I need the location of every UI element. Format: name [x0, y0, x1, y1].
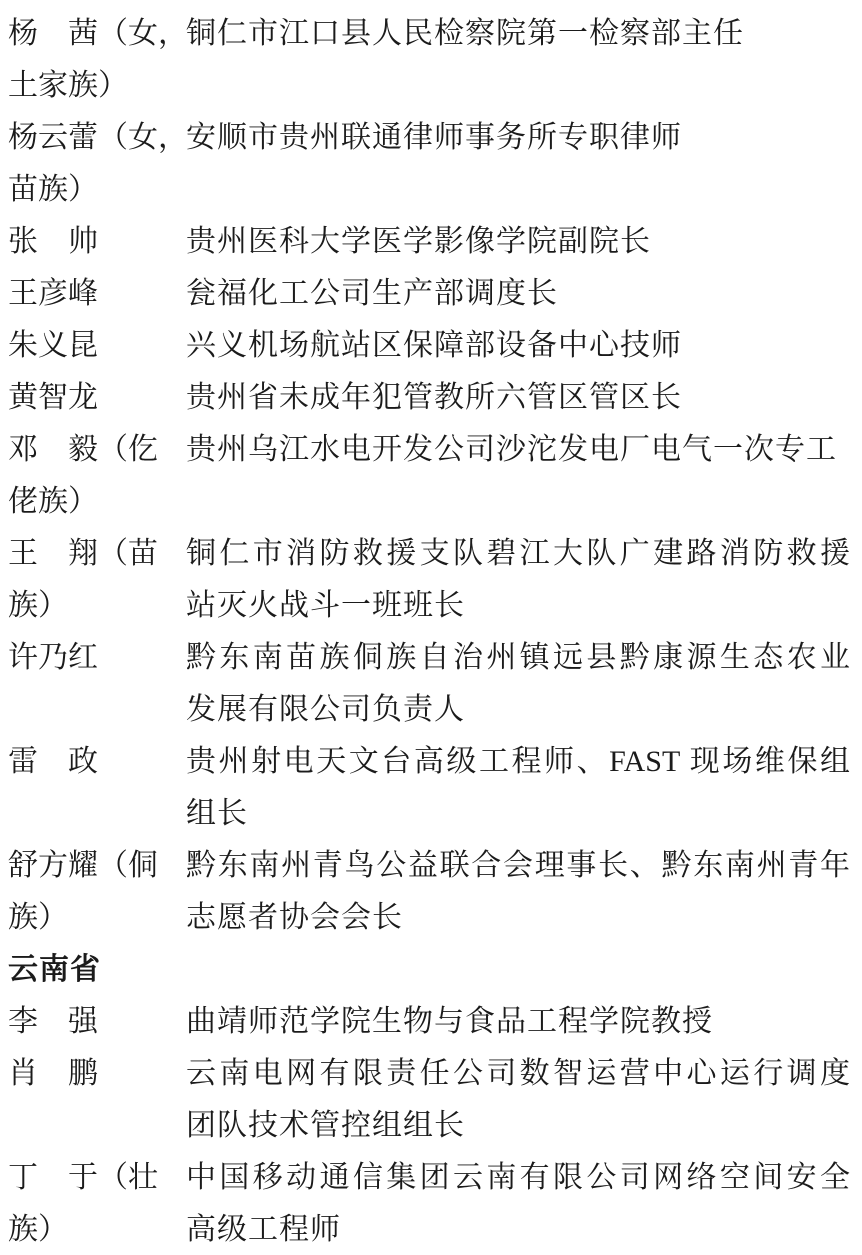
person-name-line: 族） — [8, 901, 68, 934]
person-position-line: 贵州省未成年犯管教所六管区管区长 — [186, 381, 682, 414]
list-item — [8, 1048, 850, 1152]
list-item — [8, 372, 850, 424]
person-name — [8, 424, 186, 528]
list-item — [8, 632, 850, 736]
person-name — [8, 1152, 186, 1255]
person-name-line: 杨 茜（女， — [8, 17, 188, 50]
person-position — [186, 424, 850, 476]
person-name — [8, 268, 186, 320]
person-name — [8, 996, 186, 1048]
person-position-line: 中国移动通信集团云南有限公司网络空间安全 — [186, 1161, 850, 1194]
person-position-line: 贵州乌江水电开发公司沙沱发电厂电气一次专工 — [186, 433, 837, 466]
list-item — [8, 216, 850, 268]
person-position-line: 安顺市贵州联通律师事务所专职律师 — [186, 121, 682, 154]
person-name-line: 邓 毅（仡 — [8, 433, 158, 466]
person-position — [186, 320, 850, 372]
person-name-line: 族） — [8, 589, 68, 622]
person-name-line: 舒方耀（侗 — [8, 849, 158, 882]
person-name-line: 佬族） — [8, 485, 98, 518]
list-item — [8, 320, 850, 372]
person-position-line: 瓮福化工公司生产部调度长 — [186, 277, 558, 310]
person-position — [186, 632, 850, 736]
person-name-line: 许乃红 — [8, 641, 98, 674]
list-item — [8, 268, 850, 320]
person-name-line: 王彦峰 — [8, 277, 98, 310]
person-position-line: 贵州医科大学医学影像学院副院长 — [186, 225, 651, 258]
person-name — [8, 736, 186, 788]
person-name — [8, 528, 186, 632]
person-position — [186, 1048, 850, 1152]
person-position — [186, 736, 850, 840]
person-position-line: 黔东南州青鸟公益联合会理事长、黔东南州青年 — [186, 849, 850, 882]
person-name-line: 王 翔（苗 — [8, 537, 158, 570]
list-item — [8, 8, 850, 112]
person-position-line: 云南电网有限责任公司数智运营中心运行调度 — [186, 1057, 850, 1090]
person-position-line: 组长 — [186, 797, 248, 830]
person-name — [8, 320, 186, 372]
person-name-line: 苗族） — [8, 173, 98, 206]
person-position-line: 高级工程师 — [186, 1213, 341, 1246]
person-name — [8, 632, 186, 684]
person-position — [186, 8, 850, 60]
person-position-line: 志愿者协会会长 — [186, 901, 403, 934]
person-name-line: 肖 鹏 — [8, 1057, 98, 1090]
person-name — [8, 1048, 186, 1100]
list-item — [8, 1152, 850, 1255]
person-position-line: 黔东南苗族侗族自治州镇远县黔康源生态农业 — [186, 641, 850, 674]
person-position — [186, 1152, 850, 1255]
section-header: 云南省 — [8, 953, 101, 986]
person-position-line: 发展有限公司负责人 — [186, 693, 465, 726]
person-name-line: 丁 于（壮 — [8, 1161, 158, 1194]
person-name — [8, 8, 186, 112]
person-name — [8, 840, 186, 944]
list-item — [8, 528, 850, 632]
list-item — [8, 996, 850, 1048]
person-position — [186, 372, 850, 424]
list-item — [8, 112, 850, 216]
person-position-line: 贵州射电天文台高级工程师、FAST 现场维保组 — [186, 745, 850, 778]
person-position — [186, 528, 850, 632]
person-position — [186, 216, 850, 268]
person-name-line: 杨云蕾（女， — [8, 121, 188, 154]
person-name-line: 朱义昆 — [8, 329, 98, 362]
person-position-line: 曲靖师范学院生物与食品工程学院教授 — [186, 1005, 713, 1038]
person-position — [186, 268, 850, 320]
person-position-line: 站灭火战斗一班班长 — [186, 589, 465, 622]
person-name — [8, 112, 186, 216]
person-position — [186, 112, 850, 164]
list-item — [8, 424, 850, 528]
person-position-line: 兴义机场航站区保障部设备中心技师 — [186, 329, 682, 362]
person-position-line: 团队技术管控组组长 — [186, 1109, 465, 1142]
person-position-line: 铜仁市江口县人民检察院第一检察部主任 — [186, 17, 744, 50]
person-name — [8, 216, 186, 268]
person-position — [186, 996, 850, 1048]
person-name-line: 李 强 — [8, 1005, 98, 1038]
person-name-line: 土家族） — [8, 69, 128, 102]
person-position-line: 铜仁市消防救援支队碧江大队广建路消防救援 — [186, 537, 850, 570]
list-item — [8, 840, 850, 944]
person-name-line: 雷 政 — [8, 745, 98, 778]
person-name-line: 黄智龙 — [8, 381, 98, 414]
person-name-line: 族） — [8, 1213, 68, 1246]
person-name-line: 张 帅 — [8, 225, 98, 258]
person-position — [186, 840, 850, 944]
person-name — [8, 372, 186, 424]
list-item — [8, 736, 850, 840]
